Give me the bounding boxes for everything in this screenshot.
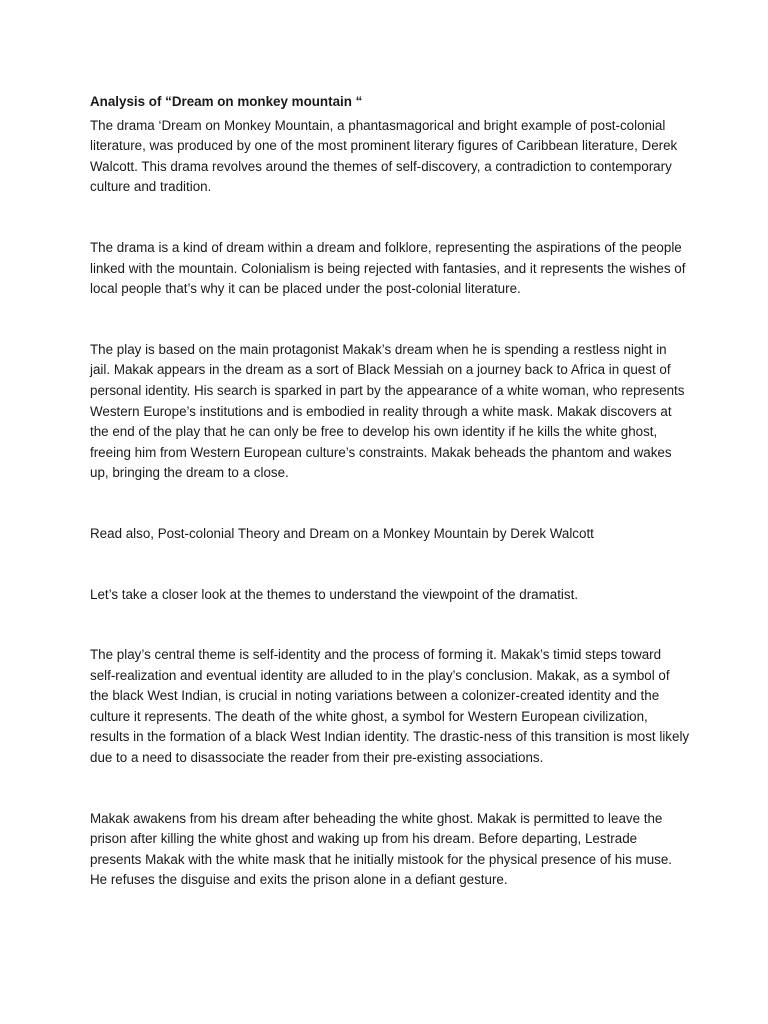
document-body [90,92,690,891]
read-also-line: Read also, Post-colonial Theory and Dream on a Monkey Mountain by Derek Walcott [90,525,594,541]
paragraph-themes-intro: Let’s take a closer look at the themes to understand the viewpoint of the dramatist. [90,586,579,602]
paragraph-plot: The play is based on the main protagonist Makak’s dream when he is spending a restless night in jail. Makak appears in the dream as a sort of Black Messiah on a journey back to Africa in quest of personal identity. His search is sparked in part by the appearance of a white woman, who represents Western Europe’s institutions and is embodied in reality through a white mask. Makak discovers at the end of the play that he can only be free to develop his own identity if he kills the white ghost, freeing him from Western European culture’s constraints. Makak beheads the phantom and wakes up, bringing the dream to a close. [90,341,685,481]
paragraph-ending: Makak awakens from his dream after beheading the white ghost. Makak is permitted to leave the prison after killing the white ghost and waking up from his dream. Before departing, Lestrade presents Makak with the white mask that he initially mistook for the physical presence of his muse. He refuses the disguise and exits the prison alone in a defiant gesture. [90,810,673,888]
document-title: Analysis of “Dream on monkey mountain “ [90,94,363,109]
paragraph-dream-within-dream: The drama is a kind of dream within a dream and folklore, representing the aspirations of the people linked with the mountain. Colonialism is being rejected with fantasies, and it represents the wishes of local people that’s why it can be placed under the post-colonial literature. [90,239,686,297]
paragraph-self-identity: The play’s central theme is self-identity and the process of forming it. Makak’s timid steps toward self-realization and eventual identity are alluded to in the play’s conclusion. Makak, as a symbol of the black West Indian, is crucial in noting variations between a colonizer-created identity and the culture it represents. The death of the white ghost, a symbol for Western European civilization, results in the formation of a black West Indian identity. The drastic-ness of this transition is most likely due to a need to disassociate the reader from their pre-existing associations. [90,647,690,766]
paragraph-intro: The drama ‘Dream on Monkey Mountain, a phantasmagorical and bright example of post-colonial literature, was produced by one of the most prominent literary figures of Caribbean literature, Derek Walcott. This drama revolves around the themes of self-discovery, a contradiction to contemporary culture and tradition. [90,117,678,195]
